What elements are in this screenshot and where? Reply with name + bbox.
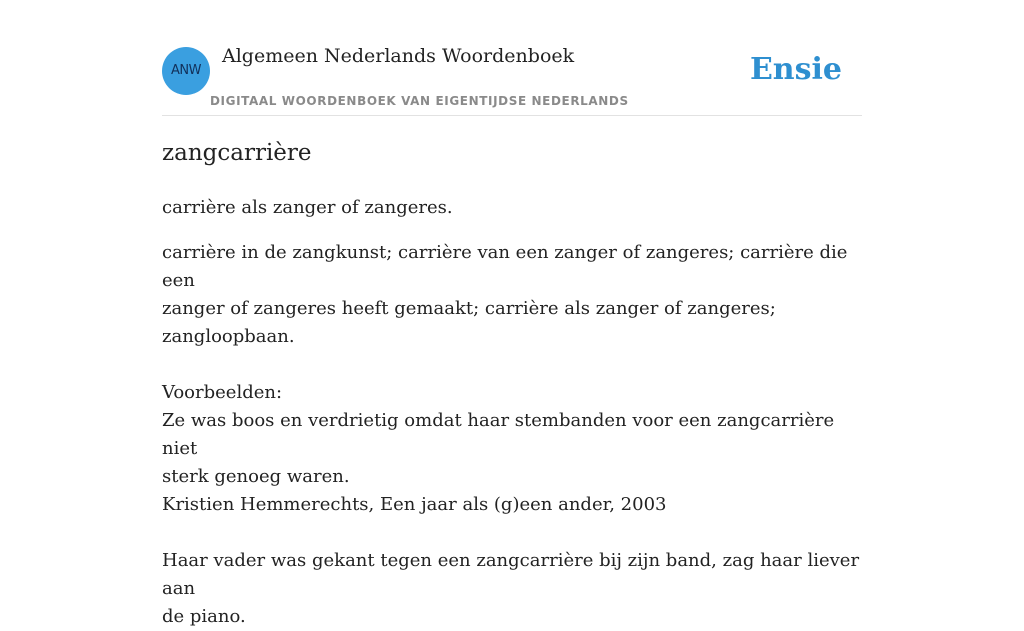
entry-body [162, 239, 862, 631]
example-text: Haar vader was gekant tegen een zangcarrière bij zijn band, zag haar liever aan [162, 550, 860, 599]
headword: zangcarrière [162, 140, 312, 166]
spacer [162, 351, 862, 379]
dictionary-subtitle: DIGITAAL WOORDENBOEK VAN EIGENTIJDSE NEDERLANDS [210, 94, 629, 108]
example-source: Kristien Hemmerechts, Een jaar als (g)een ander, 2003 [162, 494, 667, 515]
examples-label: Voorbeelden: [162, 382, 283, 403]
example-text: sterk genoeg waren. [162, 466, 350, 487]
header [162, 0, 862, 116]
anw-logo[interactable]: ANW [162, 47, 210, 95]
example-text: Ze was boos en verdrietig omdat haar stembanden voor een zangcarrière niet [162, 410, 835, 459]
dictionary-title[interactable]: Algemeen Nederlands Woordenboek [222, 45, 575, 67]
definition: carrière als zanger of zangeres. [162, 197, 453, 218]
example-text: de piano. [162, 606, 246, 627]
page [162, 0, 862, 627]
synonyms-line: carrière in de zangkunst; carrière van een zanger of zangeres; carrière die een [162, 242, 848, 291]
synonyms-line: zanger of zangeres heeft gemaakt; carrière als zanger of zangeres; zangloopbaan. [162, 298, 776, 347]
spacer [162, 519, 862, 547]
ensie-logo[interactable]: Ensie [749, 52, 842, 87]
